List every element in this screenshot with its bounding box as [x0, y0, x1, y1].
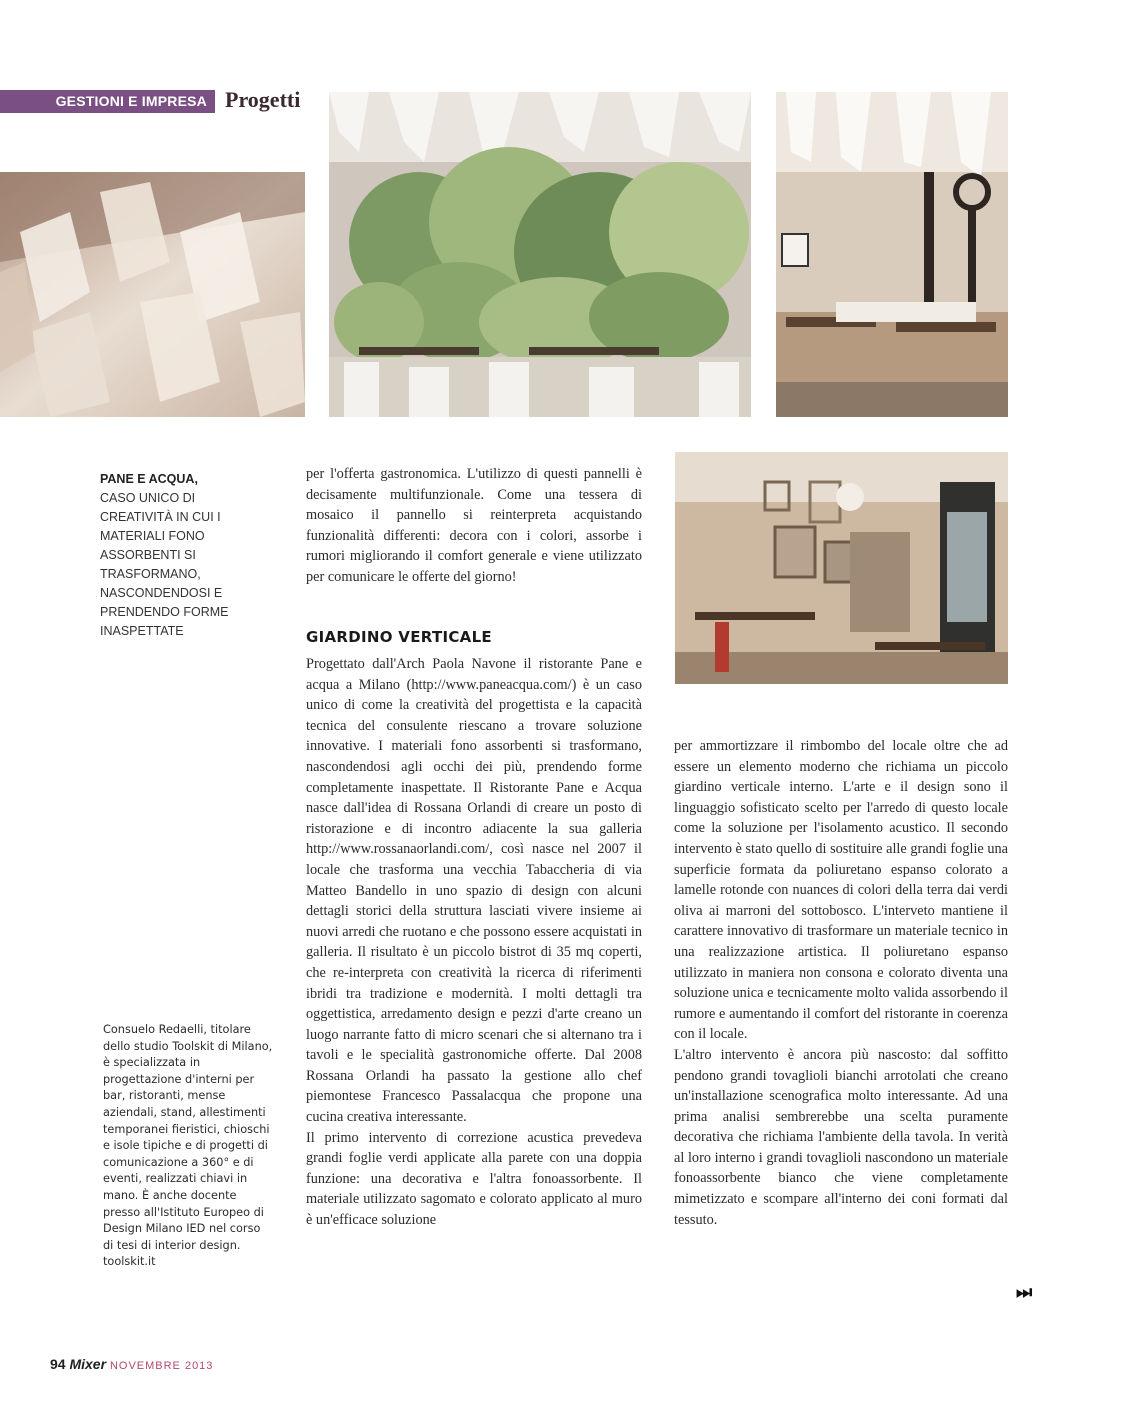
photo-dining-room-cutlery [776, 92, 1008, 417]
article-column-a-intro [306, 464, 642, 588]
caption-title: PANE E ACQUA, [100, 472, 198, 486]
section-label: GESTIONI E IMPRESA [0, 90, 215, 113]
photo-leaf-wall [329, 92, 751, 417]
issue-date: NOVEMBRE 2013 [109, 1360, 214, 1372]
subheading: GIARDINO VERTICALE [306, 628, 492, 646]
author-bio: Consuelo Redaelli, titolare dello studio Toolskit di Milano, è specializzata in progettazione d'interni per bar, ristoranti, mense aziendali, stand, allestimenti temporanei fieristici, chioschi e isole tipiche e di progetti di comunicazione a 360° e di eventi, realizzati chiavi in mano. È anche docente presso all'Istituto Europeo di Design Milano IED nel corso di tesi di interior design. toolskit.it [103, 1023, 273, 1269]
paragraph-intro: per l'offerta gastronomica. L'utilizzo di questi pannelli è decisamente multifunzionale. Come una tessera di mosaico il pannello si reinterpreta acquistando funzionalità differenti: decora con i colori, assorbe i rumori migliorando il comfort generale e viene utilizzato per comunicare le offerte del giorno! [306, 466, 642, 585]
continue-arrow-icon: ⏭ [1016, 1282, 1033, 1303]
page-number: 94 [50, 1356, 66, 1372]
section-name: Progetti [225, 87, 301, 112]
paragraph-main-1: Progettato dall'Arch Paola Navone il ristorante Pane e acqua a Milano (http://www.paneacqua.com/) è un caso unico di come la creatività del progettista e la capacità tecnica del consulente riescano a trovare soluzione innovative. I materiali fono assorbenti si trasformano, nascondendosi agli occhi dei più, prendendo forme completamente inaspettate. Il Ristorante Pane e Acqua nasce dall'idea di Rossana Orlandi di creare un posto di ristorazione e di incontro adiacente la sua galleria http://www.rossanaorlandi.com/, così nasce nel 2007 il locale che trasforma una vecchia Tabaccheria di via Matteo Bandello in uno spazio di design con alcuni dettagli storici della struttura lasciati vivere insieme ai nuovi arredi che ruotano e che possono essere acquistati in galleria. Il risultato è un piccolo bistrot di 35 mq coperti, che re-interpreta con creatività la ricerca di riferimenti ibridi tra tradizione e modernità. I molti dettagli tra oggettistica, arredamento design e pezzi d'arte creano un luogo narrante fatto di micro scenari che si alternano tra i tavoli e le specialità gastronomiche offerte. Dal 2008 Rossana Orlandi ha passato la gestione allo chef piemontese Francesco Passalacqua che propone una cucina creativa interessante. [306, 656, 642, 1126]
caption-text: CASO UNICO DI CREATIVITÀ IN CUI I MATERIALI FONO ASSORBENTI SI TRASFORMANO, NASCONDENDOSI E PRENDENDO FORME INASPETTATE [100, 491, 229, 638]
page-footer [50, 1356, 213, 1372]
article-column-a-main [306, 654, 642, 1231]
photo-napkin-ceiling [0, 172, 305, 417]
paragraph-main-2: Il primo intervento di correzione acustica prevedeva grandi foglie verdi applicate alla parete con una doppia funzione: una decorativa e l'altra fonoassorbente. Il materiale utilizzato sagomato e colorato applicato al muro è un'efficace soluzione [306, 1129, 642, 1229]
magazine-name: Mixer [69, 1356, 107, 1372]
paragraph-b-2: L'altro intervento è ancora più nascosto: dal soffitto pendono grandi tovaglioli bianchi arrotolati che creano un'installazione scenografica molto interessante. Ad una prima analisi sembrerebbe una scelta puramente decorativa che richiama l'ambiente della tavola. In verità al loro interno i grandi tovaglioli nascondono un materiale fonoassorbente bianco che viene completamente mimetizzato e scompare all'interno dei coni formati dal tessuto. [674, 1046, 1008, 1228]
article-column-b [674, 736, 1008, 1230]
photo-caption [100, 470, 260, 641]
paragraph-b-1: per ammortizzare il rimbombo del locale oltre che ad essere un elemento moderno che richiama un piccolo giardino verticale interno. L'arte e il design sono il linguaggio sofisticato scelto per l'arredo di questo locale come la soluzione per l'isolamento acustico. Il secondo intervento è stato quello di sostituire alle grandi foglie una superficie formata da poliuretano espanso colorato a lamelle rotonde con nuances di colori della terra dai verdi oliva ai marroni del sottobosco. L'interveto mantiene il carattere innovativo di trasformare un materiale tecnico in una realizzazione artistica. Il poliuretano espanso utilizzato in maniera non consona e colorato diventa una soluzione unica e tecnicamente molto valida assorbendo il rumore e aumentando il comfort del ristorante in coerenza con il locale. [674, 738, 1008, 1043]
photo-interior-mirrors [675, 452, 1008, 684]
